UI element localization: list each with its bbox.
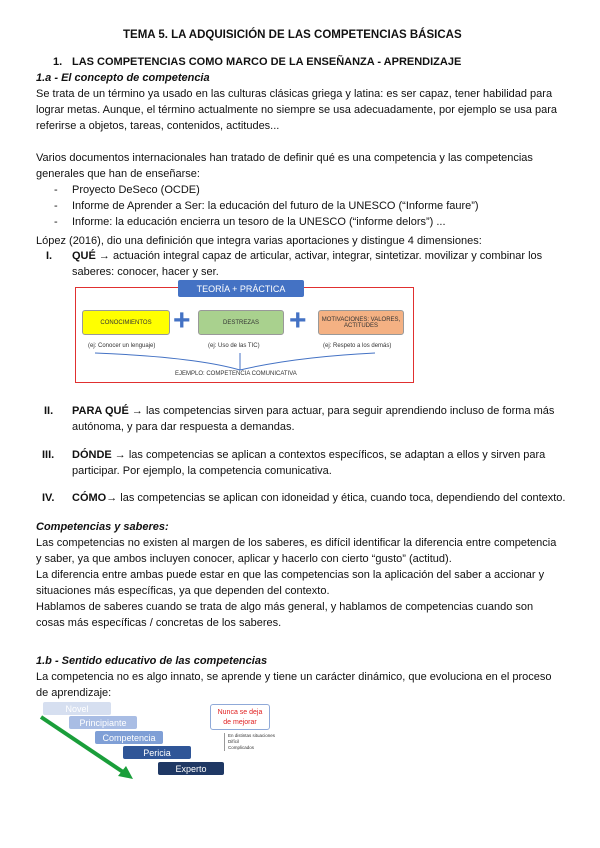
progress-arrow-icon	[38, 714, 138, 784]
plus-icon: +	[289, 304, 307, 337]
paragraph-line: Varios documentos internacionales han tratado de definir qué es una competencia y las competencias	[36, 152, 533, 164]
page-title: TEMA 5. LA ADQUISICIÓN DE LAS COMPETENCIAS BÁSICAS	[123, 29, 462, 41]
paragraph-line: generales que han de enseñarse:	[36, 168, 200, 180]
step-competencia: Competencia	[95, 731, 163, 744]
plus-icon: +	[173, 304, 191, 337]
bullet: -	[54, 200, 58, 212]
list-item: Proyecto DeSeco (OCDE)	[72, 184, 200, 196]
saberes-title: Competencias y saberes:	[36, 521, 169, 533]
note-item: Complicados	[228, 745, 255, 750]
dimension-text: participar. Por ejemplo, la competencia comunicativa.	[72, 465, 332, 477]
dimension-text: → las competencias se aplican con idoneidad y ética, cuando toca, dependiendo del contexto.	[106, 492, 566, 504]
dimension-text: saberes: conocer, hacer y ser.	[72, 266, 219, 278]
paragraph-line: situaciones más específicas, ya que dependen del contexto.	[36, 585, 330, 597]
dimension-key: PARA QUÉ	[72, 405, 129, 417]
dimension-number: I.	[46, 250, 53, 262]
callout-box	[210, 704, 270, 730]
dimension-key: QUÉ	[72, 250, 96, 262]
paragraph-line: López (2016), dio una definición que integra varias aportaciones y distingue 4 dimensiones:	[36, 235, 482, 247]
skills-box: DESTREZAS	[198, 310, 284, 335]
example-label: (ej: Conocer un lenguaje)	[88, 343, 156, 349]
step-novel: Novel	[43, 702, 111, 715]
paragraph-line: Hablamos de saberes cuando se trata de algo más general, y hablamos de competencias cuando son	[36, 601, 534, 613]
paragraph-line: Las competencias no existen al margen de los saberes, es difícil identificar la diferencia entre competencia	[36, 537, 557, 549]
dimension-number: III.	[42, 449, 55, 461]
bullet: -	[54, 184, 58, 196]
notes-list	[224, 733, 275, 751]
paragraph-line: referirse a objetos, tareas, contenidos, actitudes...	[36, 120, 280, 132]
step-pericia: Pericia	[123, 746, 191, 759]
paragraph-line: cosas más específicas / concretas de los saberes.	[36, 617, 282, 629]
subsection-title-1b: 1.b - Sentido educativo de las competencias	[36, 655, 268, 667]
example-label: (ej: Respeto a los demás)	[323, 343, 392, 349]
list-item: Informe: la educación encierra un tesoro de la UNESCO (“informe delors”) ...	[72, 216, 446, 228]
paragraph-line: Se trata de un término ya usado en las culturas clásicas griega y latina: es ser capaz, tener habilidad para	[36, 88, 553, 100]
diagram-footer: EJEMPLO: COMPETENCIA COMUNICATIVA	[175, 371, 297, 377]
dimension-text: → las competencias se aplican a contextos específicos, se adaptan a ellos y sirven para	[114, 449, 546, 461]
dimension-key: DÓNDE	[72, 449, 112, 461]
callout-line: Nunca se deja	[217, 709, 263, 716]
step-experto: Experto	[158, 762, 224, 775]
subsection-title-1a: 1.a - El concepto de competencia	[36, 72, 210, 84]
dimension-text: autónoma, y para dar respuesta a demandas.	[72, 421, 295, 433]
bullet: -	[54, 216, 58, 228]
dimension-text: → actuación integral capaz de articular, activar, integrar, sintetizar. movilizar y combinar los	[98, 250, 543, 262]
paragraph-line: La diferencia entre ambas puede estar en que las competencias son la aplicación del saber a accionar y	[36, 569, 545, 581]
dimension-number: II.	[44, 405, 54, 417]
note-item: Difícil	[228, 739, 239, 744]
note-item: En distintas situaciones	[228, 733, 276, 738]
paragraph-line: y saber, ya que ambos incluyen conocer, aplicar y hacerlo con cierto “gusto” (actitud).	[36, 553, 452, 565]
example-label: (ej: Uso de las TIC)	[208, 343, 260, 349]
list-item: Informe de Aprender a Ser: la educación del futuro de la UNESCO (“Informe faure”)	[72, 200, 479, 212]
knowledge-box: CONOCIMIENTOS	[82, 310, 170, 335]
attitudes-box: MOTIVACIONES: VALORES, ACTITUDES	[318, 310, 404, 335]
dimension-number: IV.	[42, 492, 55, 504]
section-number: 1.	[53, 56, 63, 68]
dimension-key: CÓMO	[72, 492, 107, 504]
paragraph-line: de aprendizaje:	[36, 687, 112, 699]
paragraph-line: La competencia no es algo innato, se aprende y tiene un carácter dinámico, que evoluciona en el proceso	[36, 671, 552, 683]
paragraph-line: lograr metas. Aunque, el término actualmente no siempre se usa adecuadamente, por ejemplo se usa para	[36, 104, 557, 116]
callout-line: de mejorar	[223, 719, 257, 726]
section-title: LAS COMPETENCIAS COMO MARCO DE LA ENSEÑANZA - APRENDIZAJE	[72, 56, 462, 68]
dimension-text: → las competencias sirven para actuar, para seguir aprendiendo incluso de forma más	[131, 405, 555, 417]
theory-practice-header: TEORÍA + PRÁCTICA	[178, 280, 304, 297]
step-principiante: Principiante	[69, 716, 137, 729]
